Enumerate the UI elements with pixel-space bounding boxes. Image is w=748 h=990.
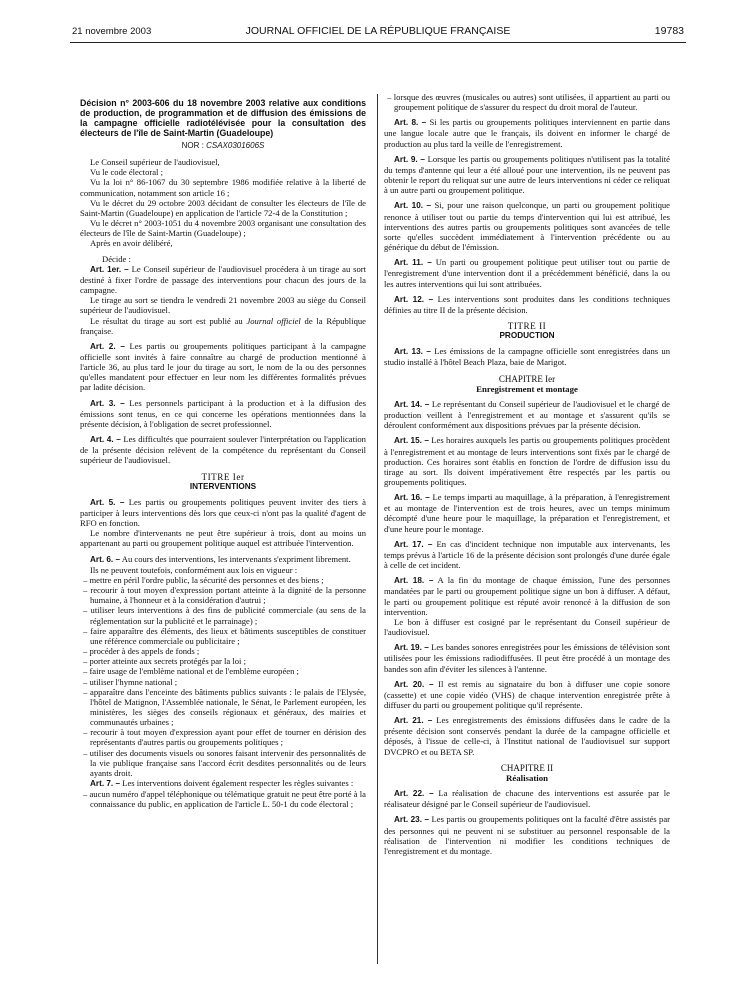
list-item: – mettre en péril l'ordre public, la sécurité des personnes et des biens ; [83,574,324,585]
article-label: Art. 13. – [394,347,431,357]
article-18: Art. 18. – A la fin du montage de chaque émission, l'une des personnes mandatées par le parti ou groupement politique signe un bon à diffuser. A défaut, le parti ou groupement politique est réputé avoir renoncé à la diffusion de son intervention. [384,575,670,617]
article-paragraph: Le bon à diffuser est cosigné par le représentant du Conseil supérieur de l'audiovisuel. [384,616,670,638]
article-8: Art. 8. – Si les partis ou groupements politiques interviennent en partie dans une langue locale autre que le français, ils doivent en informer le chargé de production au plus tard la veille de l'enregistrement. [384,117,670,149]
article-label: Art. 5. – [90,497,125,507]
article-label: Art. 12. – [394,294,434,304]
article-22: Art. 22. – La réalisation de chacune des interventions est assurée par le réalisateur désigné par le Conseil supérieur de l'audiovisuel. [384,788,670,810]
article-paragraph: Le résultat du tirage au sort est publié au Journal officiel de la République française. [80,315,366,336]
article-label: Art. 17. – [394,539,433,549]
nor-label: NOR : [181,141,207,150]
article-label: Art. 2. – [90,341,125,351]
titre-1-subheading: INTERVENTIONS [189,481,257,491]
list-item: – aucun numéro d'appel téléphonique ou télématique gratuit ne peut être porté à la connaissance du public, en application de l'article L. 50-1 du code électoral ; [83,789,366,810]
article-label: Art. 1er. – [90,264,129,274]
article-paragraph: Ils ne peuvent toutefois, conformément aux lois en vigueur : [90,564,298,575]
preamble-line: Vu la loi n° 86-1067 du 30 septembre 1986 modifiée relative à la liberté de communication, notamment son article 16 ; [80,177,366,198]
chapitre-1-heading: CHAPITRE Ier [498,373,556,384]
article-17: Art. 17. – En cas d'incident technique non imputable aux intervenants, les temps prévus à l'article 16 de la présente décision sont prolongés d'une durée égale à celle de cet incident. [384,538,671,571]
article-10: Art. 10. – Si, pour une raison quelconque, un parti ou groupement politique renonce à utiliser tout ou partie du temps d'intervention qui lui est attribué, les interventions des autres partis ou groupements politiques sont avancées de telle sorte qu'elles succèdent immédiatement à l'intervention précédente ou au générique du début de l'émission. [384,200,670,253]
article-paragraph: Le nombre d'intervenants ne peut être supérieur à trois, dont au moins un appartenant au parti ou groupement politique auquel est attribuée l'intervention. [80,528,366,549]
article-5: Art. 5. – Les partis ou groupements politiques peuvent inviter des tiers à participer à leurs interventions dès lors que ceux-ci n'ont pas la qualité d'agent de RFO en fonction. [80,496,366,529]
chapitre-2-heading: CHAPITRE II [500,762,554,773]
article-label: Art. 8. – [394,118,427,128]
chapitre-1-subheading: Enregistrement et montage [476,383,578,394]
article-21: Art. 21. – Les enregistrements des émissions diffusées dans le cadre de la présente décision sont conservés pendant la durée de la campagne officielle et déposés, à l'issue de celle-ci, à l'Institut national de l'audiovisuel sur support DVCPRO et ou BETA SP. [384,715,670,757]
article-20: Art. 20. – Il est remis au signataire du bon à diffuser une copie sonore (cassette) et une copie vidéo (VHS) de chaque intervention enregistrée prête à diffuser du parti ou groupement politique qu'il représente. [384,678,670,710]
article-label: Art. 23. – [394,815,430,825]
list-item: – utiliser des documents visuels ou sonores faisant intervenir des personnalités de la vie publique française sans l'accord écrit desdites personnalités ou de leurs ayants droit. [83,747,366,778]
nor-code: CSAX0301606S [206,141,265,150]
article-19: Art. 19. – Les bandes sonores enregistrées pour les émissions de télévision sont utilisées pour les émissions radiodiffusées. Il peut être procédé à un montage des bandes son afin d'éviter les silences à l'antenne. [384,642,671,674]
article-11: Art. 11. – Un parti ou groupement politique peut utiliser tout ou partie de l'enregistrement d'une intervention dont il a précédemment bénéficié, dans la ou les autres interventions qui lui sont attribuées. [384,257,671,289]
titre-2-heading: TITRE II [507,320,547,331]
article-13: Art. 13. – Les émissions de la campagne officielle sont enregistrées dans un studio installé à l'hôtel Beach Plaza, baie de Marigot. [384,346,670,368]
right-column [384,92,670,856]
list-item: – utiliser leurs interventions à des fins de publicité commerciale (au sens de la réglementation sur la publicité et le parrainage) ; [83,605,366,626]
list-item: – lorsque des œuvres (musicales ou autres) sont utilisées, il appartient au parti ou groupement politique de s'assurer du respect du droit moral de l'auteur. [387,92,670,113]
list-item: – faire apparaître des éléments, des lieux et bâtiments susceptibles de constituer une référence commerciale ou publicitaire ; [83,625,366,646]
list-item: – utiliser l'hymne national ; [83,676,178,687]
article-12: Art. 12. – Les interventions sont produites dans les conditions techniques définies au titre II de la présente décision. [384,293,670,315]
article-23: Art. 23. – Les partis ou groupements politiques ont la faculté d'être assistés par des personnes qui ne peuvent ni se substituer au personnel responsable de la réalisation de l'intervention ni modifier les conditions techniques de l'enregistrement et du montage. [384,814,670,856]
article-paragraph: Le tirage au sort se tiendra le vendredi 21 novembre 2003 au siège du Conseil supérieur de l'audiovisuel. [80,295,366,316]
article-label: Art. 3. – [90,398,125,408]
article-label: Art. 10. – [394,201,432,211]
list-item: – recourir à tout moyen d'expression portant atteinte à la dignité de la personne humaine, à l'honneur et à la considération d'autrui ; [83,585,366,606]
article-label: Art. 9. – [394,154,425,164]
preamble-line: Vu le décret n° 2003-1051 du 4 novembre 2003 organisant une consultation des électeurs de l'île de Saint-Martin (Guadeloupe) ; [80,218,366,239]
column-divider [377,94,378,964]
list-item: – procéder à des appels de fonds ; [83,646,200,657]
article-label: Art. 22. – [394,789,434,799]
article-1: Art. 1er. – Le Conseil supérieur de l'audiovisuel procédera à un tirage au sort destiné à fixer l'ordre de passage des interventions pour chacun des jours de la campagne. [80,263,366,296]
article-label: Art. 18. – [394,576,434,586]
list-item: – porter atteinte aux secrets protégés par la loi ; [83,656,246,667]
article-label: Art. 4. – [90,435,121,445]
titre-1-heading: TITRE Ier [201,471,245,482]
preamble-line: Vu le code électoral ; [90,167,163,178]
article-label: Art. 16. – [394,493,430,503]
article-label: Art. 21. – [394,716,433,726]
header-page-number: 19783 [654,25,684,37]
article-label: Art. 19. – [394,643,429,653]
left-column [80,92,366,810]
preamble-line: Après en avoir délibéré, [90,238,173,249]
article-label: Art. 7. – [90,779,121,789]
article-label: Art. 15. – [394,436,429,446]
article-label: Art. 11. – [394,258,432,268]
list-item: – recourir à tout moyen d'expression ayant pour effet de tourner en dérision des représentants d'autres partis ou groupements politiques ; [83,727,366,748]
article-label: Art. 20. – [394,679,434,689]
article-4: Art. 4. – Les difficultés que pourraient soulever l'interprétation ou l'application de la présente décision relèvent de la compétence du représentant du Conseil supérieur de l'audiovisuel. [80,434,366,466]
article-label: Art. 14. – [394,399,430,409]
decide-heading: Décide : [102,253,131,264]
list-item: – faire usage de l'emblème national et de l'emblème européen ; [83,666,299,677]
article-16: Art. 16. – Le temps imparti au maquillage, à la préparation, à l'enregistrement et au montage de l'intervention est de trois heures, avec un temps minimum décompté d'une heure pour le maquillage, la préparation et l'enregistrement, et d'une heure pour le montage. [384,492,670,534]
article-9: Art. 9. – Lorsque les partis ou groupements politiques n'utilisent pas la totalité du temps d'antenne qui leur a été alloué pour une intervention, ils ne peuvent pas obtenir le report du reliquat sur une autre de leurs interventions ni céder ce reliquat à un autre parti ou groupement politique. [384,153,670,196]
chapitre-2-subheading: Réalisation [505,772,549,783]
list-item: – apparaître dans l'enceinte des bâtiments publics suivants : le palais de l'Elysée, l'hôtel de Matignon, l'Assemblée nationale, le Sénat, le Parlement européen, les ministères, les sièges des conseils régionaux et généraux, des mairies et communautés urbaines ; [83,686,366,728]
running-header [72,24,684,40]
preamble-line: Vu le décret du 29 octobre 2003 décidant de consulter les électeurs de l'île de Saint-Martin (Guadeloupe) en application de l'article 72-4 de la Constitution ; [80,197,366,218]
header-date: 21 novembre 2003 [72,26,152,37]
decision-title: Décision n° 2003-606 du 18 novembre 2003 relative aux conditions de production, de programmation et de diffusion des émissions de la campagne officielle radiotélévisée pour la consultation des électeurs de l'île de Saint-Martin (Guadeloupe) [80,98,366,138]
article-15: Art. 15. – Les horaires auxquels les partis ou groupements politiques procèdent à l'enregistrement et au montage de leurs interventions sont fixés par le chargé de production. Ces horaires sont établis en fonction de l'ordre de diffusion issu du tirage au sort. Ils doivent impérativement être respectés par les partis ou groupements politiques. [384,435,670,487]
article-14: Art. 14. – Le représentant du Conseil supérieur de l'audiovisuel et le chargé de production veillent à l'enregistrement et au montage et s'assurent qu'ils se déroulent conformément aux dispositions prévues par la présente décision. [384,398,670,431]
nor-reference [80,141,366,151]
article-7: Art. 7. – Les interventions doivent également respecter les règles suivantes : [90,778,354,789]
article-label: Art. 6. – [90,554,121,564]
header-rule [70,42,686,43]
preamble-line: Le Conseil supérieur de l'audiovisuel, [90,157,220,168]
article-6: Art. 6. – Au cours des interventions, les intervenants s'expriment librement. [90,553,351,564]
titre-2-subheading: PRODUCTION [499,331,555,341]
article-2: Art. 2. – Les partis ou groupements politiques participant à la campagne officielle sont invités à faire connaître au chargé de production mentionné à l'article 36, au plus tard le jour du tirage au sort, le nom de la ou des personnes qu'elles mandatent pour effectuer en leur nom les différentes formalités prévues par ladite décision. [80,340,366,393]
article-3: Art. 3. – Les personnels participant à la production et à la diffusion des émissions sont tenus, en ce qui concerne les opérations mentionnées dans la présente décision, à l'obligation de secret professionnel. [80,397,366,429]
header-journal-title: JOURNAL OFFICIEL DE LA RÉPUBLIQUE FRANÇAISE [245,25,511,37]
